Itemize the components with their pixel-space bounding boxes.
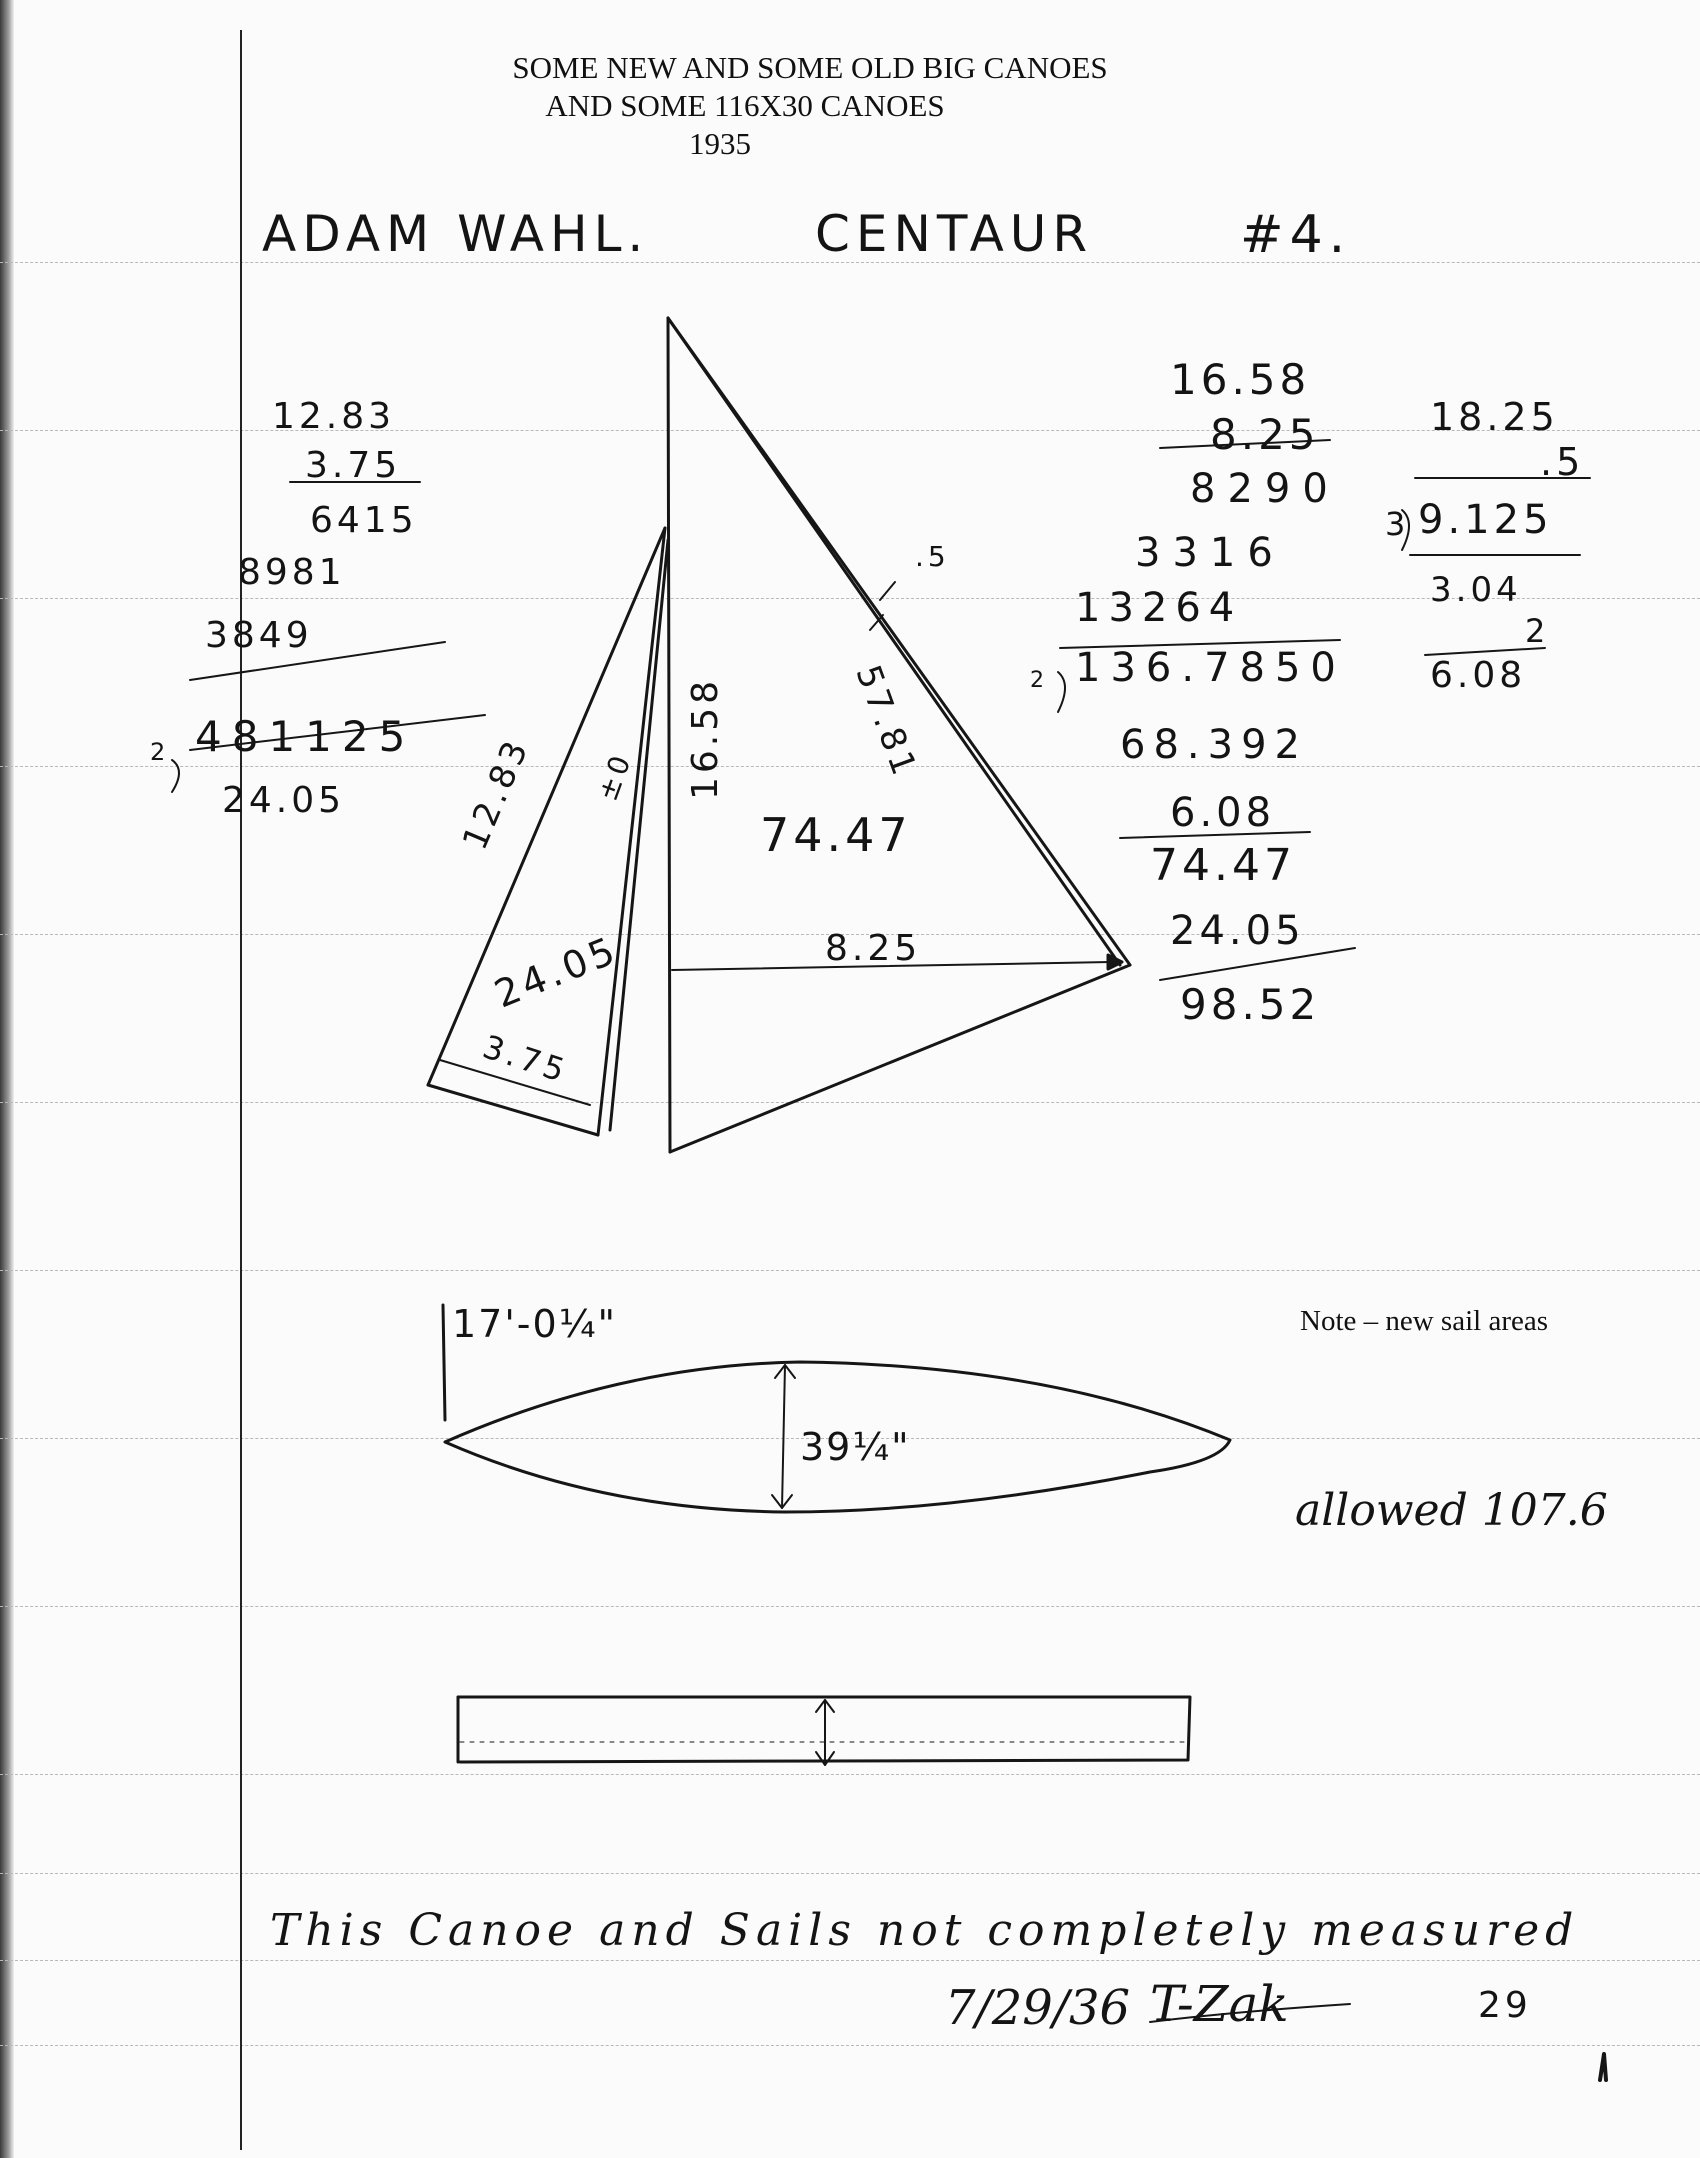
calc-right-total: 136.7850 [1075,645,1346,691]
calc-right-grand: 98.52 [1180,980,1321,1029]
calc-far-divisor: 3 [1385,505,1410,543]
calc-left-p3: 3849 [205,615,313,656]
calc-far-result: 3.04 [1430,570,1522,610]
jib-leech [598,528,665,1135]
main-leech-roach [668,318,1120,965]
jib-area-label: 24.05 [488,927,625,1017]
hull-length-marker [443,1305,445,1420]
calc-right-p1: 8290 [1190,466,1340,512]
main-leech-label: 57.81 [847,660,926,784]
main-foot-label: 8.25 [825,928,922,969]
jib-foot [428,1085,598,1135]
arrow-head [1108,955,1122,969]
jib-leech-2 [610,540,668,1130]
mast-label: 16.58 [685,676,726,800]
hull-beam-label: 39¼" [800,1425,911,1469]
calc-right-b: 8.25 [1210,410,1320,459]
header-line-2: AND SOME 116X30 CANOES [545,88,945,123]
calc-left-a: 12.83 [272,396,396,437]
handwritten-date: 7/29/36 [945,1980,1131,2036]
calc-far-b: .5 [1540,440,1585,484]
calc-right-divisor: 2 [1030,668,1048,693]
calc-left-result: 24.05 [222,780,346,821]
tick-mark [880,582,895,600]
jib-luff [428,528,665,1085]
calc-far-mult: 2 [1525,612,1550,650]
calc-far-final: 6.08 [1430,655,1527,696]
boat-name: CENTAUR [815,205,1094,263]
hull-length-label: 17'-0¼" [452,1302,617,1346]
handwritten-remark: This Canoe and Sails not completely measured [270,1905,1580,1956]
calc-left-p2: 8981 [238,552,346,593]
calc-right-p2: 3316 [1135,530,1285,576]
roach-label: .5 [915,540,950,573]
main-area-label: 74.47 [760,808,912,862]
calc-left-total: 481125 [195,712,416,761]
calc-far-a: 18.25 [1430,395,1559,439]
jib-luff-label: 12.83 [455,731,538,856]
division-bracket [172,760,179,792]
calc-right-add: 24.05 [1170,908,1305,954]
boat-number: #4. [1240,205,1352,265]
main-boom [670,965,1130,1152]
owner-name: ADAM WAHL. [262,205,650,263]
signature: T-Zak [1150,1975,1289,2033]
page-number: 29 [1478,1985,1532,2026]
division-bracket [1058,672,1065,712]
calc-right-sum1: 74.47 [1150,840,1296,891]
beam-dimension [782,1365,785,1508]
handwritten-allowance-note: allowed 107.6 [1295,1485,1608,1536]
header-line-3: 1935 [689,126,751,161]
calc-left-p1: 6415 [310,500,418,541]
calc-right-a: 16.58 [1170,355,1311,404]
calc-far-total: 9.125 [1418,497,1553,543]
calc-right-plus: 6.08 [1170,790,1276,836]
calc-left-divisor: 2 [150,738,170,766]
jib-foot-label: 3.75 [478,1027,573,1091]
jib-gap-label: ±0 [590,747,639,806]
mast-line [668,318,670,1152]
calc-left-b: 3.75 [305,445,402,486]
corner-mark [1600,2054,1606,2080]
header-line-1: SOME NEW AND SOME OLD BIG CANOES [512,50,1108,85]
calc-right-half: 68.392 [1120,722,1308,768]
calc-right-p3: 13264 [1075,585,1243,631]
typed-note: Note – new sail areas [1300,1305,1549,1337]
